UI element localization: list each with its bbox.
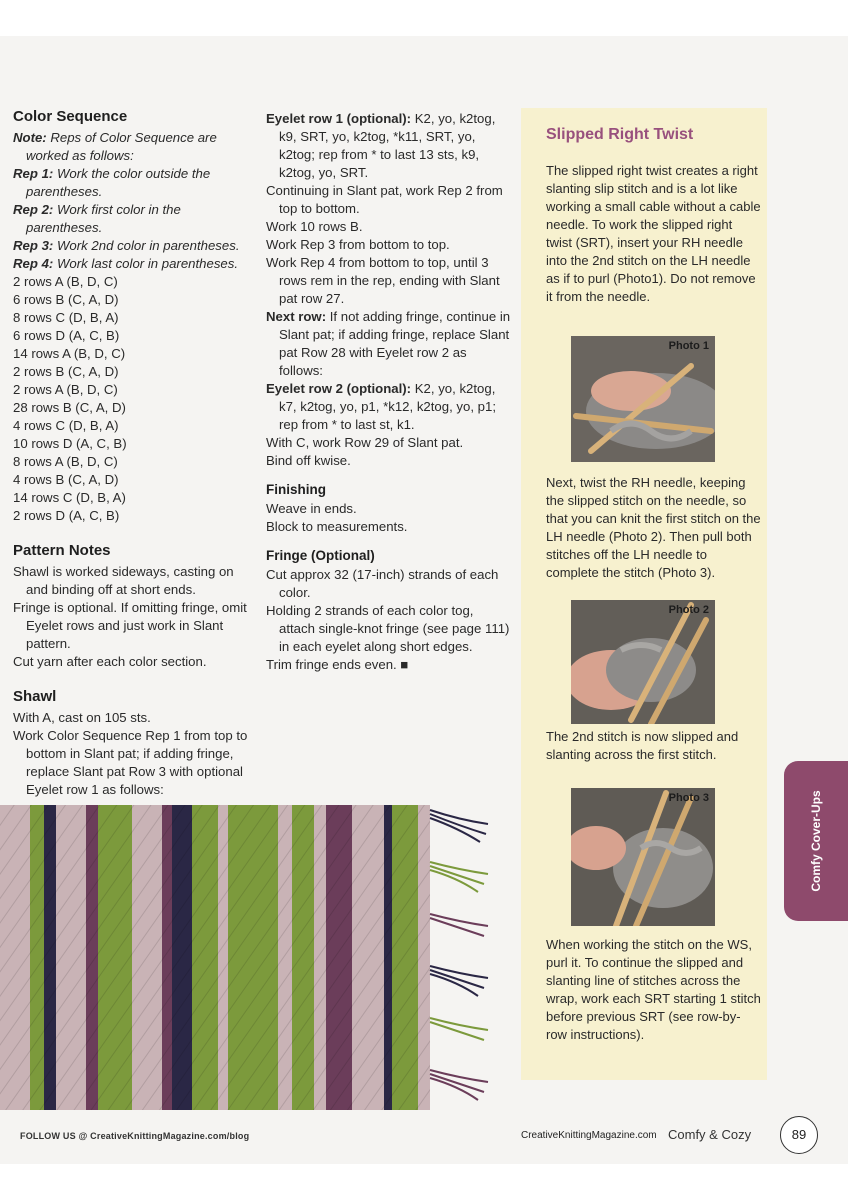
footer-site: CreativeKnittingMagazine.com — [521, 1130, 657, 1141]
rep-2: Rep 2: Work first color in the parentheses. — [13, 202, 181, 235]
color-row: 14 rows C (D, B, A) — [13, 490, 126, 505]
pattern-notes-heading: Pattern Notes — [13, 542, 111, 559]
instruction: Work Rep 4 from bottom to top, until 3 rows rem in the rep, ending with Slant pat row 27. — [266, 255, 500, 306]
column-left — [13, 107, 253, 799]
color-row: 6 rows D (A, C, B) — [13, 328, 120, 343]
color-row: 4 rows C (D, B, A) — [13, 418, 119, 433]
fringe-step: Trim fringe ends even. ■ — [266, 657, 409, 672]
photo-2-image — [571, 600, 715, 724]
color-row: 28 rows B (C, A, D) — [13, 400, 126, 415]
fringe-step: Cut approx 32 (17-inch) strands of each color. — [266, 567, 499, 600]
photo-2-label: Photo 2 — [668, 604, 709, 616]
instruction: With C, work Row 29 of Slant pat. — [266, 435, 464, 450]
eyelet-row-1: Eyelet row 1 (optional): K2, yo, k2tog, k9, SRT, yo, k2tog, *k11, SRT, yo, k2tog; rep from * to last 13 sts, k9, k2tog, yo, SRT. — [266, 111, 496, 180]
color-row: 4 rows B (C, A, D) — [13, 472, 119, 487]
section-tab — [784, 761, 848, 921]
instruction: Bind off kwise. — [266, 453, 351, 468]
note-paragraph: Note: Reps of Color Sequence are worked as follows: — [13, 130, 217, 163]
sidebar-paragraph-1: The slipped right twist creates a right slanting slip stitch and is a lot like working a small cable without a cable needle. To work the slipped right twist (SRT), insert your RH needle into the 2nd stitch on the LH needle as if to purl (Photo1). Do not remove it from the needle. — [546, 163, 761, 304]
next-row: Next row: If not adding fringe, continue in Slant pat; if adding fringe, replace Slant pat Row 28 with Eyelet row 2 as follows: — [266, 309, 511, 378]
finishing-step: Weave in ends. — [266, 501, 357, 516]
photo-3 — [571, 788, 715, 926]
instruction: Work Rep 3 from bottom to top. — [266, 237, 450, 252]
color-row: 8 rows C (D, B, A) — [13, 310, 119, 325]
color-row: 2 rows A (B, D, C) — [13, 382, 118, 397]
finishing-step: Block to measurements. — [266, 519, 408, 534]
color-sequence-heading: Color Sequence — [13, 108, 128, 125]
pattern-note: Cut yarn after each color section. — [13, 654, 207, 669]
finishing-heading: Finishing — [266, 482, 326, 497]
page-number: 89 — [780, 1116, 818, 1154]
photo-1-label: Photo 1 — [668, 340, 709, 352]
photo-2 — [571, 600, 715, 724]
sidebar-paragraph-4: When working the stitch on the WS, purl it. To continue the slipped and slanting line of stitches across the wrap, work each SRT starting 1 stitch before previous SRT (see row-by-row instructions). — [546, 937, 761, 1042]
eyelet-row-2: Eyelet row 2 (optional): K2, yo, k2tog, k7, k2tog, yo, p1, *k12, k2tog, yo, p1; rep from * to last st, k1. — [266, 381, 496, 432]
spacer — [266, 470, 512, 480]
color-row: 14 rows A (B, D, C) — [13, 346, 126, 361]
sidebar-paragraph-3: The 2nd stitch is now slipped and slanting across the first stitch. — [546, 729, 739, 762]
color-row: 8 rows A (B, D, C) — [13, 454, 118, 469]
fringe-heading: Fringe (Optional) — [266, 548, 375, 563]
instruction: Work 10 rows B. — [266, 219, 363, 234]
photo-1 — [571, 336, 715, 462]
shawl-photo — [0, 800, 505, 1120]
footer-magazine-title: Comfy & Cozy — [668, 1127, 752, 1142]
shawl-stripes — [0, 805, 430, 1110]
pattern-note: Fringe is optional. If omitting fringe, omit Eyelet rows and just work in Slant pattern. — [13, 600, 247, 651]
sidebar-paragraph-2: Next, twist the RH needle, keeping the slipped stitch on the needle, so that you can knit the first stitch on the LH needle (Photo 2). Then pull both stitches off the LH needle to complete the stitch (Photo 3). — [546, 475, 761, 580]
spacer — [13, 525, 253, 541]
section-tab-label: Comfy Cover-Ups — [809, 790, 823, 892]
spacer — [266, 536, 512, 546]
slipped-right-twist-sidebar — [521, 108, 767, 1080]
shawl-heading: Shawl — [13, 688, 57, 705]
color-row: 2 rows A (B, D, C) — [13, 274, 118, 289]
column-middle — [266, 110, 512, 674]
pattern-note: Shawl is worked sideways, casting on and binding off at short ends. — [13, 564, 234, 597]
color-row: 2 rows B (C, A, D) — [13, 364, 119, 379]
instruction: Continuing in Slant pat, work Rep 2 from top to bottom. — [266, 183, 503, 216]
rep-3: Rep 3: Work 2nd color in parentheses. — [13, 238, 240, 253]
photo-3-image — [571, 788, 715, 926]
fringe-step: Holding 2 strands of each color tog, attach single-knot fringe (see page 111) in each eyelet along short edges. — [266, 603, 510, 654]
sidebar-title: Slipped Right Twist — [546, 126, 694, 143]
shawl-paragraph: Work Color Sequence Rep 1 from top to bottom in Slant pat; if adding fringe, replace Slant pat Row 3 with optional Eyelet row 1 as follows: — [13, 728, 248, 797]
rep-4: Rep 4: Work last color in parentheses. — [13, 256, 239, 271]
color-row: 6 rows B (C, A, D) — [13, 292, 119, 307]
footer-follow: FOLLOW US @ CreativeKnittingMagazine.com/blog — [20, 1131, 250, 1141]
color-row: 2 rows D (A, C, B) — [13, 508, 120, 523]
spacer — [13, 671, 253, 687]
color-row: 10 rows D (A, C, B) — [13, 436, 127, 451]
shawl-paragraph: With A, cast on 105 sts. — [13, 710, 151, 725]
photo-3-label: Photo 3 — [668, 792, 709, 804]
rep-1: Rep 1: Work the color outside the parentheses. — [13, 166, 211, 199]
photo-1-image — [571, 336, 715, 462]
